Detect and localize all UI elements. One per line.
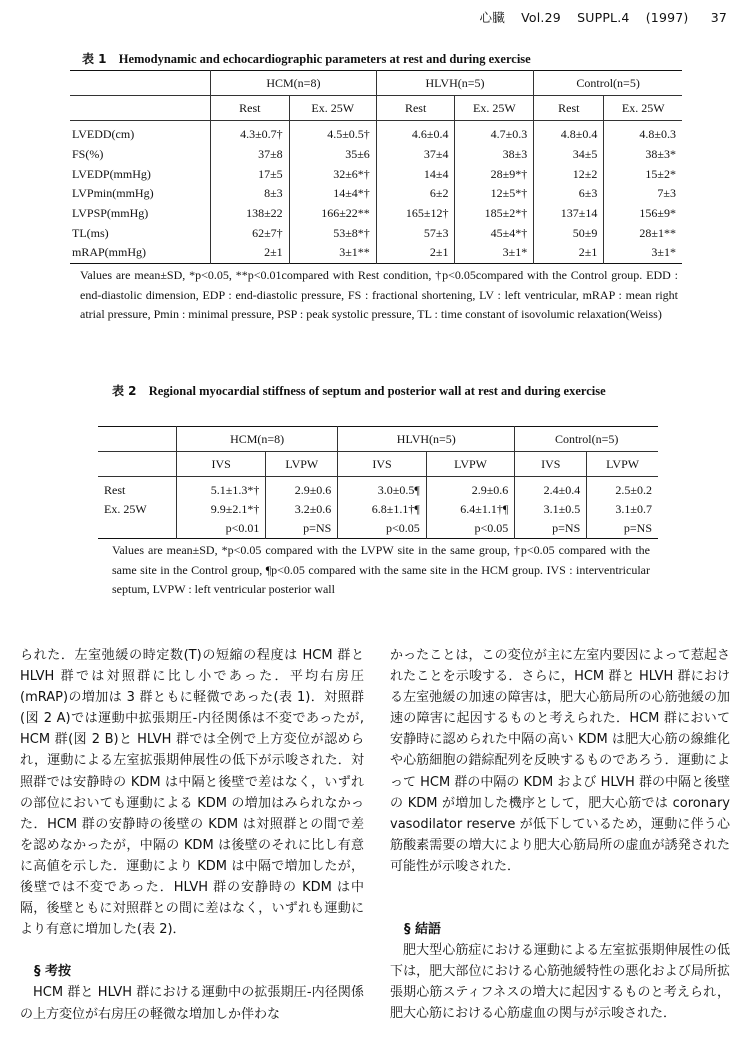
table1-corner — [70, 71, 211, 96]
table-cell: 4.7±0.3 — [455, 121, 534, 145]
table-cell: 156±9* — [604, 204, 682, 224]
table-cell: 3.1±0.7 — [587, 500, 658, 519]
table-cell: 14±4 — [376, 164, 455, 184]
row-label: FS(%) — [72, 147, 104, 162]
table-cell: p=NS — [515, 519, 587, 539]
table-row — [70, 243, 682, 263]
table-cell: 35±6 — [289, 145, 376, 165]
table-cell: 53±8*† — [289, 223, 376, 243]
body-paragraph: られた．左室弛緩の時定数(T)の短縮の程度は HCM 群と HLVH 群では対照群に比し小であった．平均右房圧(mRAP)の増加は 3 群ともに軽微であった(表 1)．対照群(図 2 A)では運動中拡張期圧-内径関係は不変であったが, HCM 群(図 2 B)と HLVH 群では全例で上方変位が認められ，運動による左室拡張期伸展性の低下が示唆された．対照群では安静時の KDM は中隔と後壁で差はなく，いずれの部位においても運動による KDM の増加はみられなかった．HCM 群の安静時の後壁の KDM は対照群との間で差を認めなかったが，中隔の KDM は後壁のそれに比し有意に高値を示した．運動により KDM は中隔で増加したが，後壁では不変であった．HLVH 群の安静時の KDM は中隔，後壁ともに対照群との間に差はなく，いずれも運動により有意に増加した(表 2)． — [20, 648, 364, 938]
table-cell: 37±8 — [211, 145, 290, 165]
table-row — [98, 477, 658, 501]
table1-subheader: Rest — [211, 96, 290, 121]
table1 — [70, 70, 682, 264]
table-row — [70, 223, 682, 243]
table-cell: 4.8±0.4 — [534, 121, 604, 145]
table-cell: 5.1±1.3*† — [177, 477, 266, 501]
table-cell: 6.4±1.1†¶ — [426, 500, 515, 519]
table1-title: Hemodynamic and echocardiographic parameters at rest and during exercise — [118, 52, 531, 66]
table-cell: 2±1 — [534, 243, 604, 263]
table-cell: 12±5*† — [455, 184, 534, 204]
table1-subheader: Ex. 25W — [455, 96, 534, 121]
table-cell: 45±4*† — [455, 223, 534, 243]
body-column-right — [390, 645, 730, 1025]
table-cell: 37±4 — [376, 145, 455, 165]
table2-corner — [98, 427, 177, 452]
table-cell: 50±9 — [534, 223, 604, 243]
table-cell: p=NS — [587, 519, 658, 539]
table1-group-row — [70, 71, 682, 96]
table1-group-header: Control(n=5) — [534, 71, 682, 96]
table1-body — [70, 121, 682, 264]
table-cell: 4.3±0.7† — [211, 121, 290, 145]
body-paragraph: HCM 群と HLVH 群における運動中の拡張期圧-内径関係の上方変位が右房圧の軽微な増加しか伴わな — [20, 985, 364, 1022]
body-paragraph: 肥大型心筋症における運動による左室拡張期伸展性の低下は，肥大部位における心筋弛緩特性の悪化および局所拡張期心筋スティフネスの増大に起因するものと考えられ，肥大心筋における心筋虚血の関与が示唆された． — [390, 943, 730, 1022]
table2-subheader: IVS — [338, 452, 427, 477]
journal-volume: Vol.29 — [521, 10, 561, 25]
row-label: TL(ms) — [72, 225, 109, 240]
table1-subheader: Ex. 25W — [289, 96, 376, 121]
table-cell: 28±9*† — [455, 164, 534, 184]
table-cell: 2.4±0.4 — [515, 477, 587, 501]
table2-caption — [112, 383, 672, 400]
table1-caption — [82, 51, 682, 68]
table-cell: p<0.05 — [338, 519, 427, 539]
table2-subheader: LVPW — [426, 452, 515, 477]
table-cell: 12±2 — [534, 164, 604, 184]
table-cell: 2.9±0.6 — [426, 477, 515, 501]
table-cell: 32±6*† — [289, 164, 376, 184]
table2-subheader: IVS — [177, 452, 266, 477]
table1-subheader-row — [70, 96, 682, 121]
table-row — [70, 164, 682, 184]
table-cell: 3±1** — [289, 243, 376, 263]
section-heading-conclusion: § 結語 — [404, 922, 442, 938]
table1-subheader: Ex. 25W — [604, 96, 682, 121]
table2-group-header: HCM(n=8) — [177, 427, 338, 452]
table-row — [70, 121, 682, 145]
table-cell: p=NS — [266, 519, 338, 539]
table-cell: 6.8±1.1†¶ — [338, 500, 427, 519]
table-cell: 165±12† — [376, 204, 455, 224]
table1-corner — [70, 96, 211, 121]
table2-subheader: LVPW — [266, 452, 338, 477]
table-row — [70, 184, 682, 204]
row-label: LVPSP(mmHg) — [72, 206, 149, 221]
section-heading-discussion: § 考按 — [34, 964, 72, 980]
table-row — [70, 145, 682, 165]
table2-group-header: Control(n=5) — [515, 427, 658, 452]
table-cell: 6±3 — [534, 184, 604, 204]
table2 — [98, 426, 658, 539]
running-header — [468, 8, 727, 26]
table2-number: 表 2 — [112, 384, 137, 398]
table1-group-header: HLVH(n=5) — [376, 71, 533, 96]
table2-subheader: IVS — [515, 452, 587, 477]
row-label: LVPmin(mmHg) — [72, 186, 154, 201]
table-row — [98, 500, 658, 519]
table2-subheader: LVPW — [587, 452, 658, 477]
table-cell: 3±1* — [604, 243, 682, 263]
table-cell: 3.2±0.6 — [266, 500, 338, 519]
table-cell: 6±2 — [376, 184, 455, 204]
table-cell: p<0.01 — [177, 519, 266, 539]
table-row — [98, 519, 658, 539]
table-cell: 2±1 — [376, 243, 455, 263]
table-cell: 3±1* — [455, 243, 534, 263]
row-label: LVEDP(mmHg) — [72, 166, 151, 181]
table1-group-header: HCM(n=8) — [211, 71, 377, 96]
table-cell: 3.0±0.5¶ — [338, 477, 427, 501]
table-cell: 14±4*† — [289, 184, 376, 204]
table1-subheader: Rest — [534, 96, 604, 121]
row-label — [98, 519, 177, 539]
table1-subheader: Rest — [376, 96, 455, 121]
table-cell: 4.6±0.4 — [376, 121, 455, 145]
row-label: mRAP(mmHg) — [72, 245, 147, 260]
row-label: LVEDD(cm) — [72, 127, 135, 142]
table2-subheader-row — [98, 452, 658, 477]
table-cell: 34±5 — [534, 145, 604, 165]
table-row — [70, 204, 682, 224]
table-cell: 4.8±0.3 — [604, 121, 682, 145]
table2-body — [98, 477, 658, 539]
table-cell: 138±22 — [211, 204, 290, 224]
table-cell: 2±1 — [211, 243, 290, 263]
table-cell: 2.5±0.2 — [587, 477, 658, 501]
table1-number: 表 1 — [82, 52, 107, 66]
table-cell: 7±3 — [604, 184, 682, 204]
table-cell: 38±3* — [604, 145, 682, 165]
journal-suppl: SUPPL.4 — [577, 10, 630, 25]
table2-title: Regional myocardial stiffness of septum and posterior wall at rest and during exercise — [148, 384, 606, 398]
table-cell: 57±3 — [376, 223, 455, 243]
row-label: Rest — [104, 483, 126, 497]
table-cell: 8±3 — [211, 184, 290, 204]
table-cell: 2.9±0.6 — [266, 477, 338, 501]
row-label: Ex. 25W — [104, 502, 147, 516]
table-cell: 9.9±2.1*† — [177, 500, 266, 519]
table-cell: 3.1±0.5 — [515, 500, 587, 519]
table2-group-row — [98, 427, 658, 452]
table2-note: Values are mean±SD, *p<0.05 compared with the LVPW site in the same group, †p<0.05 compared with the same site in the Control group, ¶p<0.05 compared with the same site in the HCM group. IVS : interventricular septum, LVPW : left ventricular posterior wall — [112, 543, 650, 596]
page-number: 37 — [710, 10, 727, 25]
table-cell: 28±1** — [604, 223, 682, 243]
body-column-left — [20, 645, 364, 1025]
table-cell: 185±2*† — [455, 204, 534, 224]
body-paragraph: かったことは，この変位が主に左室内要因によって惹起されたことを示唆する．さらに，HCM 群と HLVH 群における左室弛緩の加速の障害は，肥大心筋局所の心筋弛緩の加速の障害に起因するものと考えられた．HCM 群において安静時に認められた中隔の高い KDM は肥大心筋の線維化や心筋細胞の錯綜配列を反映するものであろう．運動によって HCM 群の中隔の KDM および HLVH 群の中隔と後壁の KDM が増加した機序として，肥大心筋では coronary vasodilator reserve が低下しているため，運動に伴う心筋酸素需要の増大により肥大心筋局所の虚血が誘発された可能性が示唆された． — [390, 648, 730, 874]
table-cell: 62±7† — [211, 223, 290, 243]
table-cell: 166±22** — [289, 204, 376, 224]
table-cell: 38±3 — [455, 145, 534, 165]
journal-year: (1997) — [645, 10, 689, 25]
table-cell: 15±2* — [604, 164, 682, 184]
table2-group-header: HLVH(n=5) — [338, 427, 515, 452]
table-cell: 17±5 — [211, 164, 290, 184]
table-cell: 137±14 — [534, 204, 604, 224]
table1-note: Values are mean±SD, *p<0.05, **p<0.01compared with Rest condition, †p<0.05compared with the Control group. EDD : end-diastolic dimension, EDP : end-diastolic pressure, FS : fractional shortening, LV : left ventricular, mRAP : mean right atrial pressure, Pmin : minimal pressure, PSP : peak systolic pressure, TL : time constant of isovolumic relaxation(Weiss) — [80, 268, 678, 321]
table-cell: p<0.05 — [426, 519, 515, 539]
table2-corner — [98, 452, 177, 477]
table-cell: 4.5±0.5† — [289, 121, 376, 145]
journal-name: 心臓 — [479, 10, 505, 25]
